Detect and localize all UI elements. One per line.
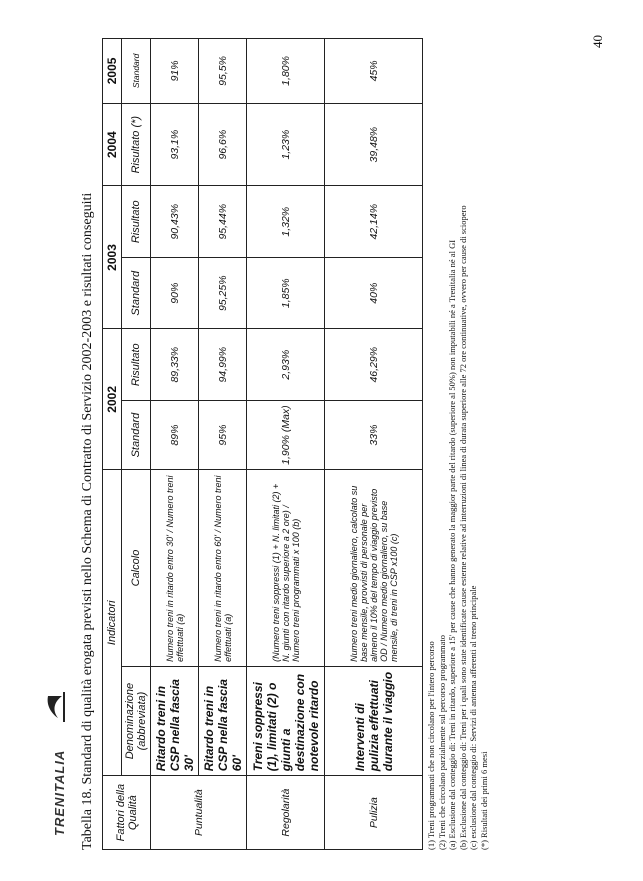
header-2004: 2004 [103,103,122,186]
table-notes [426,30,489,850]
note: (a) Esclusione dal conteggio di: Treni in ritardo, superiore a 15' per cause che hanno generato la maggior parte del ritardo (superiore al 50%) non imputabili né a Trenitalia né al GI [447,239,457,850]
standard-2002: 1,90% (Max) [247,400,325,469]
denominazione: Interventi di pulizia effettuati durante il viaggio [325,666,423,775]
header-standard-2005: Standard [122,39,151,104]
header-2003: 2003 [103,186,122,329]
standard-2002: 33% [325,400,423,469]
standard-2005: 91% [151,39,199,104]
standard-2002: 89% [151,400,199,469]
standard-2003: 95,25% [199,257,247,328]
header-standard-2003: Standard [122,257,151,328]
risultato-2004: 96,6% [199,103,247,186]
risultato-2002: 46,29% [325,329,423,401]
standard-2003: 40% [325,257,423,328]
table-row [151,39,199,850]
header-calcolo: Calcolo [122,470,151,667]
rotated-page [80,30,489,850]
risultato-2003: 1,32% [247,186,325,258]
header-fattori: Fattori della Qualità [103,776,151,850]
risultato-2002: 94,99% [199,329,247,401]
header-risultato-2003: Risultato [122,186,151,258]
header-denominazione: Denominazione (abbreviata) [122,666,151,775]
header-2002: 2002 [103,329,122,470]
risultato-2003: 90,43% [151,186,199,258]
table-row [247,39,325,850]
logo-text: TRENITALIA [52,749,67,836]
standard-2003: 90% [151,257,199,328]
page-number: 40 [590,35,605,48]
calcolo: Numero treni in ritardo entro 30' / Numero treni effettuati (a) [151,470,199,667]
table-title: Tabella 18. Standard di qualità erogata previsti nello Schema di Contratto di Servizio 2002-2003 e risultati conseguiti [80,192,95,850]
denominazione: Ritardo treni in CSP nella fascia 30' [151,666,199,775]
header-indicatori: Indicatori [103,470,122,776]
risultato-2004: 93,1% [151,103,199,186]
fattore-regolarita: Regolarità [247,776,325,850]
denominazione: Ritardo treni in CSP nella fascia 60' [199,666,247,775]
denominazione: Treni soppressi (1), limitati (2) o giunti a destinazione con notevole ritardo [247,666,325,775]
risultato-2002: 89,33% [151,329,199,401]
table-row [199,39,247,850]
note: (*) Risultati dei primi 6 mesi [478,751,489,850]
note: (2) Treni che circolano parzialmente sul percorso programmato [436,634,447,850]
note: (c) esclusione dal conteggio di: Servizi di antenna afferenti al treno principale [468,585,478,850]
calcolo: (Numero treni soppressi (1) + N. limitati (2) + N. giunti con ritardo superiore a 2 ore) / Numero treni programmati x 100 (b) [247,470,325,667]
fattore-pulizia: Pulizia [325,776,423,850]
quality-table [102,38,423,850]
header-standard-2002: Standard [122,400,151,469]
calcolo: Numero treni medio giornaliero, calcolato su base mensile, provvisti di personale per almeno il 10% del tempo di viaggio previsto OD / Numero medio giornaliero, su base mensile, di treni in CSP x100 (c) [325,470,423,667]
standard-2002: 95% [199,400,247,469]
standard-2005: 45% [325,39,423,104]
risultato-2002: 2,93% [247,329,325,401]
header-risultato-2002: Risultato [122,329,151,401]
table-row [325,39,423,850]
header-2005: 2005 [103,39,122,104]
standard-2005: 95,5% [199,39,247,104]
risultato-2003: 42,14% [325,186,423,258]
note: (1) Treni programmati che non circolano per l'intero percorso [426,641,436,850]
standard-2005: 1,80% [247,39,325,104]
note: (b) Esclusione dal conteggio di: Treni per i quali sono state identificate cause esterne relative ad interruzioni di linea di durata superiore alle 72 ore continuative, ovvero per cause di sciopero [457,205,468,850]
risultato-2004: 39,48% [325,103,423,186]
standard-2003: 1,85% [247,257,325,328]
header-risultato-2004: Risultato (*) [122,103,151,186]
calcolo: Numero treni in ritardo entro 60' / Numero treni effettuati (a) [199,470,247,667]
risultato-2004: 1,23% [247,103,325,186]
fattore-puntualita: Puntualità [151,776,247,850]
risultato-2003: 95,44% [199,186,247,258]
